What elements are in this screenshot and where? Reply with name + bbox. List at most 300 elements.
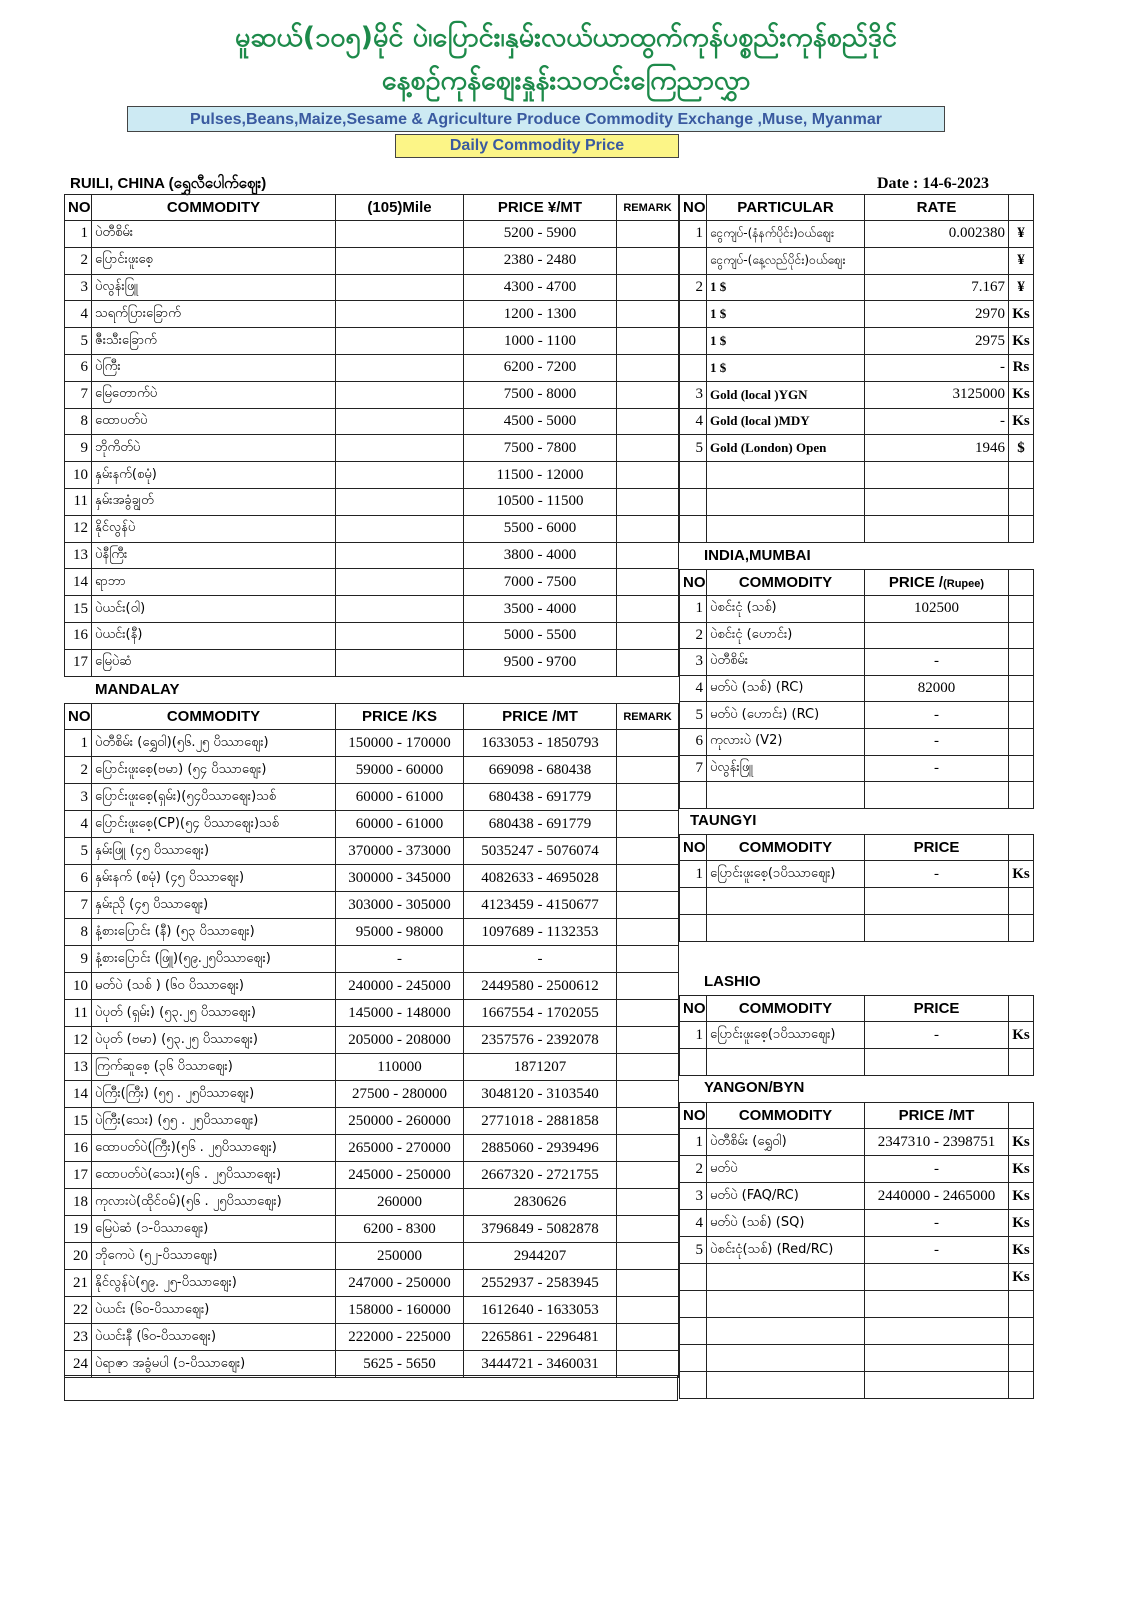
table-cell: Ks (1009, 301, 1034, 328)
table-cell: ကြက်ဆူစေ့ (၃၆ ပိဿာဈေး) (92, 1054, 336, 1081)
table-cell: - (865, 1237, 1009, 1264)
table-cell: ပဲတီစိမ်း (707, 649, 865, 676)
table-cell (617, 649, 679, 676)
table-cell: ¥ (1009, 221, 1034, 248)
table-cell (336, 221, 464, 248)
table-cell (707, 462, 865, 489)
table-cell (865, 1291, 1009, 1318)
table-cell: 11 (65, 1000, 92, 1027)
table-cell (617, 1054, 679, 1081)
daily-price-banner: Daily Commodity Price (395, 134, 679, 158)
table-cell (1009, 888, 1034, 915)
table-cell: 245000 - 250000 (336, 1162, 464, 1189)
table-cell (1009, 702, 1034, 729)
table-cell: Ks (1009, 1022, 1034, 1049)
col-no: NO (65, 195, 92, 221)
table-cell: 1667554 - 1702055 (464, 1000, 617, 1027)
col-commodity: COMMODITY (92, 195, 336, 221)
table-cell: 300000 - 345000 (336, 865, 464, 892)
table-cell: ပဲယင်းနီ (၆၀-ပိဿာဈေး) (92, 1324, 336, 1351)
table-cell: ပြောင်းဖူးစေ့(CP)(၅၄ ပိဿာဈေး)သစ် (92, 811, 336, 838)
table-cell: 2357576 - 2392078 (464, 1027, 617, 1054)
table-cell: 19 (65, 1216, 92, 1243)
table-cell: 303000 - 305000 (336, 892, 464, 919)
col-rate: RATE (865, 195, 1009, 221)
table-cell: 16 (65, 1135, 92, 1162)
table-row (680, 1022, 1034, 1049)
table-cell: 5500 - 6000 (464, 515, 617, 542)
table-cell: Ks (1009, 381, 1034, 408)
table-row (65, 946, 679, 973)
table-cell: Ks (1009, 861, 1034, 888)
table-cell: 1 $ (707, 274, 865, 301)
table-cell (1009, 622, 1034, 649)
table-cell: 24 (65, 1351, 92, 1378)
table-cell: 1 $ (707, 301, 865, 328)
table-cell: 5200 - 5900 (464, 221, 617, 248)
table-cell (707, 1318, 865, 1345)
table-cell (617, 274, 679, 301)
table-cell: 2380 - 2480 (464, 247, 617, 274)
table-cell: 2265861 - 2296481 (464, 1324, 617, 1351)
yangon-label: YANGON/BYN (704, 1079, 805, 1096)
table-cell: နံ့စားပြောင်း (နီ) (၅၃ ပိဿာဈေး) (92, 919, 336, 946)
india-label: INDIA,MUMBAI (704, 547, 811, 564)
table-cell: Ks (1009, 1183, 1034, 1210)
table-row (65, 1000, 679, 1027)
table-cell (680, 462, 707, 489)
table-cell (865, 1049, 1009, 1076)
table-cell: ပဲကြီး(သေး) (၅၅ . ၂၅ပိဿာဈေး) (92, 1108, 336, 1135)
table-row (680, 301, 1034, 328)
table-cell: မတ်ပဲ (သစ်) (SQ) (707, 1210, 865, 1237)
table-cell: - (336, 946, 464, 973)
date-label: Date : 14-6-2023 (877, 175, 989, 192)
table-cell (617, 596, 679, 623)
table-row (680, 408, 1034, 435)
table-cell: 4082633 - 4695028 (464, 865, 617, 892)
table-cell: ပြောင်းဖူးစေ့(၁ပိဿာဈေး) (707, 1022, 865, 1049)
table-cell: 3444721 - 3460031 (464, 1351, 617, 1378)
table-cell (336, 488, 464, 515)
col-no: NO (680, 835, 707, 861)
table-cell: 2 (65, 757, 92, 784)
table-cell (865, 1264, 1009, 1291)
table-row (680, 888, 1034, 915)
table-cell (617, 1000, 679, 1027)
table-cell: 370000 - 373000 (336, 838, 464, 865)
title-myanmar-line1: မူဆယ်(၁၀၅)မိုင် ပဲ၊ပြောင်း၊နှမ်းလယ်ယာထွက်ကုန်ပစ္စည်းကုန်စည်ဒိုင် (234, 22, 898, 53)
table-cell (680, 888, 707, 915)
table-cell: 260000 (336, 1189, 464, 1216)
table-cell (617, 946, 679, 973)
table-cell (617, 488, 679, 515)
table-cell: 0.002380 (865, 221, 1009, 248)
table-cell: 4 (65, 301, 92, 328)
table-cell: 1 (680, 861, 707, 888)
table-cell: ပဲတီစိမ်း (ရွှေဝါ) (707, 1129, 865, 1156)
table-cell (336, 274, 464, 301)
table-cell: 10500 - 11500 (464, 488, 617, 515)
table-cell: 2771018 - 2881858 (464, 1108, 617, 1135)
table-row (680, 675, 1034, 702)
table-cell: ပဲစင်းငုံ (သစ်) (707, 596, 865, 623)
table-row (680, 354, 1034, 381)
table-cell (680, 1345, 707, 1372)
table-row (65, 1297, 679, 1324)
table-cell: 82000 (865, 675, 1009, 702)
table-cell: 240000 - 245000 (336, 973, 464, 1000)
table-cell: ဇီးသီးခြောက် (92, 328, 336, 355)
table-cell (680, 1049, 707, 1076)
table-cell: 1946 (865, 435, 1009, 462)
table-cell (617, 838, 679, 865)
table-cell (707, 1372, 865, 1399)
table-row (65, 1135, 679, 1162)
ruili-table (64, 194, 679, 677)
table-cell: 5 (680, 435, 707, 462)
table-cell: 10 (65, 462, 92, 489)
table-row (65, 221, 679, 248)
table-cell (617, 1243, 679, 1270)
table-header-row (65, 195, 679, 221)
table-row (65, 1243, 679, 1270)
table-cell (336, 515, 464, 542)
table-cell: 3 (65, 274, 92, 301)
table-cell (1009, 675, 1034, 702)
table-cell: 11500 - 12000 (464, 462, 617, 489)
table-cell: 7.167 (865, 274, 1009, 301)
ruili-label: RUILI, CHINA (ရွှေလီပေါက်ဈေး) (70, 175, 267, 192)
table-header-row (680, 195, 1034, 221)
table-cell (617, 1351, 679, 1378)
table-cell (1009, 782, 1034, 809)
table-cell (617, 515, 679, 542)
table-row (65, 892, 679, 919)
table-cell: Gold (local )YGN (707, 381, 865, 408)
table-cell: 669098 - 680438 (464, 757, 617, 784)
table-cell: 150000 - 170000 (336, 730, 464, 757)
table-cell (707, 488, 865, 515)
table-cell: 15 (65, 596, 92, 623)
table-cell: ¥ (1009, 274, 1034, 301)
table-cell (617, 1027, 679, 1054)
table-cell (617, 542, 679, 569)
lashio-table (679, 995, 1034, 1076)
table-cell (617, 757, 679, 784)
table-cell: 18 (65, 1189, 92, 1216)
col-no: NO (680, 195, 707, 221)
table-row (65, 542, 679, 569)
table-cell: မတ်ပဲ (သစ် ) (၆၀ ပိဿာဈေး) (92, 973, 336, 1000)
table-cell: 17 (65, 1162, 92, 1189)
table-cell: 5 (680, 1237, 707, 1264)
table-cell: ကုလားပဲ(ထိုင်ဝမ်)(၅၆ . ၂၅ပိဿာဈေး) (92, 1189, 336, 1216)
table-cell (617, 1324, 679, 1351)
table-cell (617, 569, 679, 596)
table-cell: 12 (65, 1027, 92, 1054)
table-cell: - (865, 755, 1009, 782)
title-myanmar-line2: နေ့စဉ်ကုန်ဈေးနှုန်းသတင်းကြေညာလွှာ (381, 65, 751, 96)
table-cell: 222000 - 225000 (336, 1324, 464, 1351)
table-cell: 4123459 - 4150677 (464, 892, 617, 919)
table-cell (1009, 596, 1034, 623)
table-cell: 13 (65, 542, 92, 569)
table-row (680, 622, 1034, 649)
table-row (65, 1081, 679, 1108)
col-no: NO (680, 570, 707, 596)
col-commodity: COMMODITY (707, 996, 865, 1022)
table-cell: 5625 - 5650 (336, 1351, 464, 1378)
table-row (680, 755, 1034, 782)
mandalay-footer-row (64, 1375, 678, 1401)
table-cell (336, 247, 464, 274)
table-cell: ပဲလွန်းဖြူ (707, 755, 865, 782)
table-row (65, 381, 679, 408)
table-cell (680, 328, 707, 355)
table-cell: - (865, 1022, 1009, 1049)
table-row (680, 1156, 1034, 1183)
table-row (65, 838, 679, 865)
table-row (680, 728, 1034, 755)
table-cell: 3 (680, 649, 707, 676)
table-cell: မြေတောက်ပဲ (92, 381, 336, 408)
col-price: PRICE (865, 996, 1009, 1022)
table-cell: - (865, 354, 1009, 381)
table-cell: ပဲစင်းငုံ (ဟောင်း) (707, 622, 865, 649)
table-cell (680, 354, 707, 381)
table-cell: - (865, 861, 1009, 888)
table-row (65, 730, 679, 757)
table-row (65, 919, 679, 946)
table-cell (617, 865, 679, 892)
table-cell: နှမ်းနက်(စမုံ) (92, 462, 336, 489)
table-cell: 1 (680, 221, 707, 248)
table-cell (1009, 755, 1034, 782)
table-cell (617, 1135, 679, 1162)
table-cell: 1612640 - 1633053 (464, 1297, 617, 1324)
table-row (65, 973, 679, 1000)
table-cell: 95000 - 98000 (336, 919, 464, 946)
table-cell (617, 1162, 679, 1189)
table-cell (617, 328, 679, 355)
table-row (680, 247, 1034, 274)
table-cell: ပဲရာဇာ အခွံမပါ (၁-ပိဿာဈေး) (92, 1351, 336, 1378)
table-cell (617, 381, 679, 408)
table-cell: နိုင်လွန်ပဲ(၅၉. ၂၅-ပိဿာဈေး) (92, 1270, 336, 1297)
table-cell: 4 (680, 675, 707, 702)
col-price: PRICE /MT (865, 1103, 1009, 1129)
table-cell (865, 1318, 1009, 1345)
table-cell (617, 784, 679, 811)
table-cell: 1 (680, 1022, 707, 1049)
table-cell (680, 1291, 707, 1318)
table-cell: 1633053 - 1850793 (464, 730, 617, 757)
price-header-unit: (Rupee) (943, 578, 985, 590)
table-header-row (680, 996, 1034, 1022)
table-cell: 5 (65, 328, 92, 355)
table-cell (617, 1108, 679, 1135)
table-cell: - (865, 728, 1009, 755)
col-unit (1009, 195, 1034, 221)
table-cell: Ks (1009, 1237, 1034, 1264)
table-row (680, 1183, 1034, 1210)
table-header-row (680, 835, 1034, 861)
table-cell: Ks (1009, 328, 1034, 355)
col-price-ks: PRICE /KS (336, 704, 464, 730)
table-cell: မြေပဲဆံ (၁-ပိဿာဈေး) (92, 1216, 336, 1243)
col-unit (1009, 1103, 1034, 1129)
table-cell (336, 596, 464, 623)
table-cell (617, 462, 679, 489)
table-cell: - (464, 946, 617, 973)
table-cell: 3800 - 4000 (464, 542, 617, 569)
table-cell: 205000 - 208000 (336, 1027, 464, 1054)
table-cell: 2 (680, 274, 707, 301)
table-cell: ပဲစင်းငုံ(သစ်) (Red/RC) (707, 1237, 865, 1264)
table-cell: 2970 (865, 301, 1009, 328)
table-cell (1009, 488, 1034, 515)
india-table (679, 569, 1034, 809)
table-cell: ဘိုကိတ်ပဲ (92, 435, 336, 462)
table-row (680, 1129, 1034, 1156)
table-cell: 2347310 - 2398751 (865, 1129, 1009, 1156)
table-cell: နှမ်းညို (၄၅ ပိဿာဈေး) (92, 892, 336, 919)
table-cell: 12 (65, 515, 92, 542)
table-cell (336, 381, 464, 408)
table-row (65, 865, 679, 892)
col-commodity: COMMODITY (92, 704, 336, 730)
table-cell: 110000 (336, 1054, 464, 1081)
table-cell: 7 (65, 381, 92, 408)
table-row (680, 1210, 1034, 1237)
col-remark: REMARK (617, 704, 679, 730)
table-cell: နှမ်းနက် (စမုံ) (၄၅ ပိဿာဈေး) (92, 865, 336, 892)
table-row (680, 1264, 1034, 1291)
table-cell: 3500 - 4000 (464, 596, 617, 623)
table-cell: 9 (65, 435, 92, 462)
table-cell (617, 973, 679, 1000)
table-cell: 6200 - 8300 (336, 1216, 464, 1243)
table-row (680, 221, 1034, 248)
table-cell (617, 408, 679, 435)
table-cell (865, 888, 1009, 915)
table-row (65, 622, 679, 649)
table-cell: ပဲယင်း(ဝါ) (92, 596, 336, 623)
table-cell: 59000 - 60000 (336, 757, 464, 784)
table-cell: နိုင်လွန်ပဲ (92, 515, 336, 542)
table-cell: 5000 - 5500 (464, 622, 617, 649)
table-cell: 3 (680, 381, 707, 408)
table-row (680, 649, 1034, 676)
title-english-banner: Pulses,Beans,Maize,Sesame & Agriculture Produce Commodity Exchange ,Muse, Myanmar (127, 106, 945, 132)
table-cell (707, 1291, 865, 1318)
table-cell: 1200 - 1300 (464, 301, 617, 328)
table-cell: 6 (65, 865, 92, 892)
table-cell (707, 515, 865, 542)
table-cell: 4500 - 5000 (464, 408, 617, 435)
table-row (65, 811, 679, 838)
table-row (680, 1237, 1034, 1264)
table-cell: 4 (680, 408, 707, 435)
table-cell (617, 1189, 679, 1216)
table-cell: 247000 - 250000 (336, 1270, 464, 1297)
table-row (65, 1162, 679, 1189)
table-cell: 3 (680, 1183, 707, 1210)
lashio-label: LASHIO (704, 973, 761, 990)
table-cell: 2 (680, 622, 707, 649)
table-cell (336, 622, 464, 649)
table-cell (617, 730, 679, 757)
taungyi-table (679, 834, 1034, 942)
table-cell: 3796849 - 5082878 (464, 1216, 617, 1243)
table-cell: ပဲကြီး(ကြီး) (၅၅ . ၂၅ပိဿာဈေး) (92, 1081, 336, 1108)
table-row (680, 435, 1034, 462)
table-header-row (680, 1103, 1034, 1129)
table-cell: 2944207 (464, 1243, 617, 1270)
table-row (680, 1291, 1034, 1318)
table-cell (1009, 1345, 1034, 1372)
table-row (65, 328, 679, 355)
table-row (65, 462, 679, 489)
table-cell: ပြောင်းဖူးစေ့(ရှမ်း)(၅၄ပိဿာဈေး)သစ် (92, 784, 336, 811)
table-cell: 3048120 - 3103540 (464, 1081, 617, 1108)
col-unit (1009, 835, 1034, 861)
table-row (680, 328, 1034, 355)
table-row (65, 1189, 679, 1216)
table-cell: 2667320 - 2721755 (464, 1162, 617, 1189)
table-cell: မတ်ပဲ (ဟောင်း) (RC) (707, 702, 865, 729)
table-cell (617, 1297, 679, 1324)
table-cell (1009, 515, 1034, 542)
table-row (65, 569, 679, 596)
table-cell: 60000 - 61000 (336, 784, 464, 811)
col-no: NO (680, 996, 707, 1022)
table-cell: ထောပတ်ပဲ(ကြီး)(၅၆ . ၂၅ပိဿာဈေး) (92, 1135, 336, 1162)
table-cell: 7 (65, 892, 92, 919)
table-cell: နှမ်းဖြူ (၄၅ ပိဿာဈေး) (92, 838, 336, 865)
col-commodity: COMMODITY (707, 570, 865, 596)
table-cell: 1 (65, 730, 92, 757)
table-cell: Ks (1009, 1264, 1034, 1291)
table-cell (680, 915, 707, 942)
table-cell: 9500 - 9700 (464, 649, 617, 676)
table-cell: 27500 - 280000 (336, 1081, 464, 1108)
table-header-row (680, 570, 1034, 596)
table-cell: 7500 - 8000 (464, 381, 617, 408)
table-row (65, 274, 679, 301)
table-row (65, 488, 679, 515)
mandalay-label: MANDALAY (95, 681, 180, 698)
table-cell: ငွေကျပ်-(နံနက်ပိုင်း)ဝယ်ဈေး (707, 221, 865, 248)
table-row (680, 702, 1034, 729)
table-cell (865, 1372, 1009, 1399)
table-cell (707, 888, 865, 915)
table-cell: မတ်ပဲ (FAQ/RC) (707, 1183, 865, 1210)
table-cell (1009, 462, 1034, 489)
table-cell: ပဲတီစိမ်း (ရွှေဝါ)(၅၆.၂၅ ပိဿာဈေး) (92, 730, 336, 757)
table-cell: Rs (1009, 354, 1034, 381)
table-cell (336, 354, 464, 381)
table-row (680, 1372, 1034, 1399)
table-cell (336, 649, 464, 676)
yangon-table (679, 1102, 1034, 1399)
table-cell (617, 892, 679, 919)
table-cell: 6 (65, 354, 92, 381)
table-cell: 21 (65, 1270, 92, 1297)
table-cell: 13 (65, 1054, 92, 1081)
table-cell: ပဲတီစိမ်း (92, 221, 336, 248)
